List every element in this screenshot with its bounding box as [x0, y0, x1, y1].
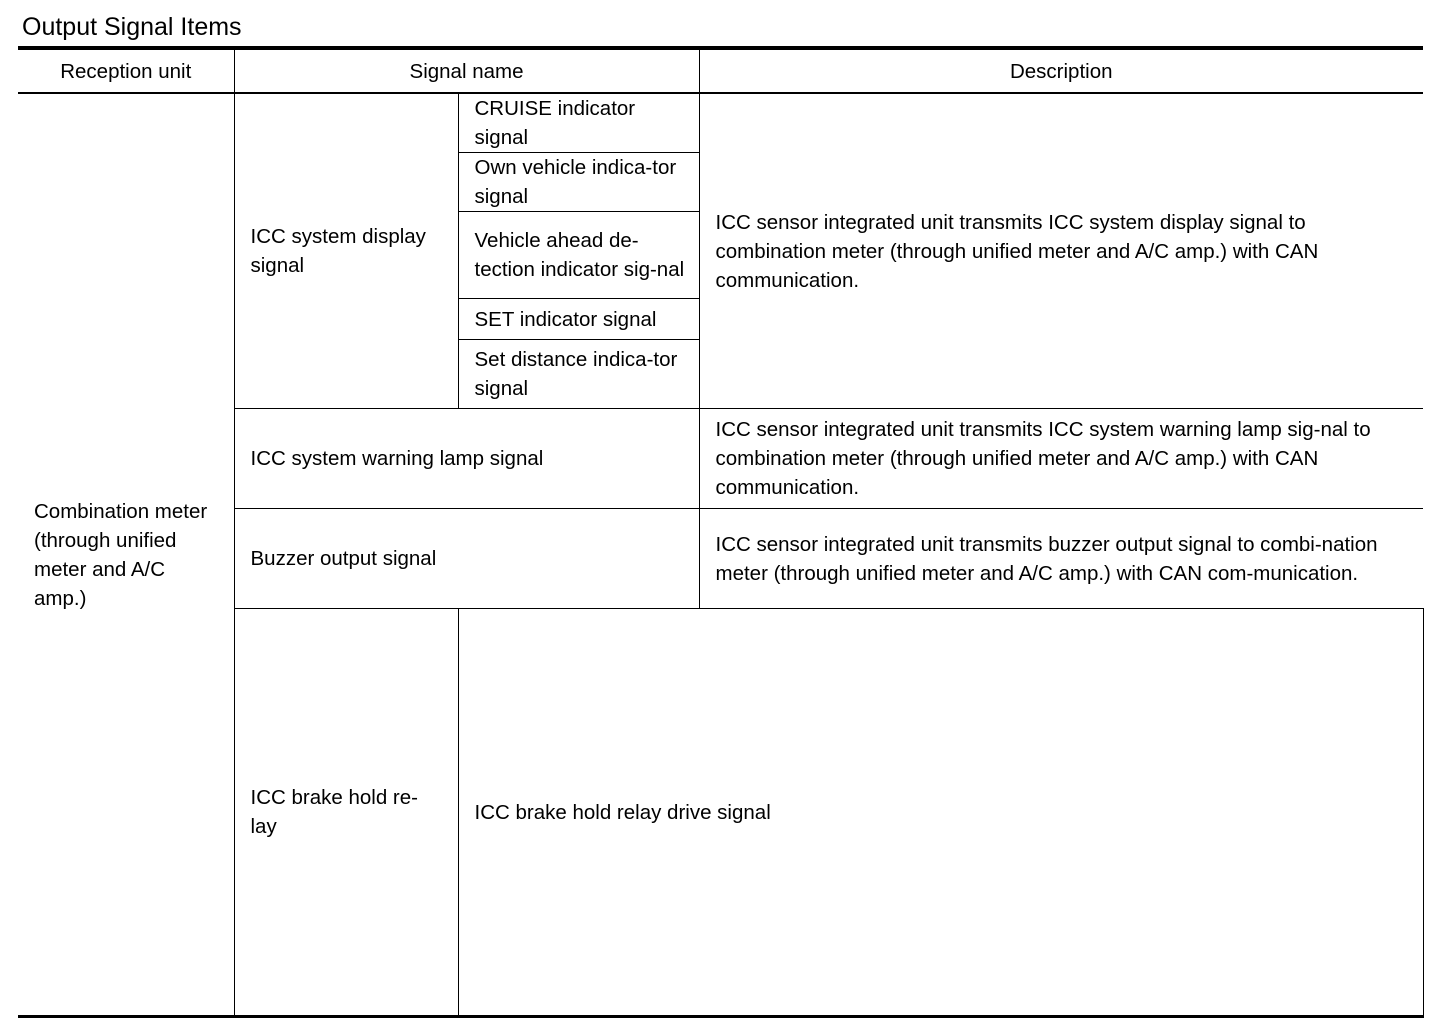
sub-signal-cruise-indicator: CRUISE indicator signal [458, 93, 699, 153]
sub-signal-set-indicator: SET indicator signal [458, 299, 699, 340]
description-buzzer-output: ICC sensor integrated unit transmits buzzer output signal to combi-nation meter (through unified meter and A/C amp.) with CAN com-munication. [699, 509, 1423, 609]
description-icc-system-warning-lamp: ICC sensor integrated unit transmits ICC system warning lamp sig-nal to combination meter (through unified meter and A/C amp.) with CAN communication. [699, 409, 1423, 509]
sub-signal-set-distance-indicator: Set distance indica-tor signal [458, 340, 699, 409]
signal-icc-brake-hold-relay-drive: ICC brake hold relay drive signal [458, 609, 1423, 1017]
table-header-row [18, 48, 1423, 93]
reception-unit-combination-meter: Combination meter (through unified meter and A/C amp.) [18, 93, 234, 1017]
signal-icc-system-display: ICC system display signal [234, 93, 458, 409]
reception-unit-icc-brake-hold-relay: ICC brake hold re-lay [234, 609, 458, 1017]
output-signal-table [18, 46, 1423, 1018]
description-icc-system-display: ICC sensor integrated unit transmits ICC system display signal to combination meter (through unified meter and A/C amp.) with CAN communication. [699, 93, 1423, 409]
sub-signal-own-vehicle-indicator: Own vehicle indica-tor signal [458, 153, 699, 212]
sub-signal-vehicle-ahead-detection: Vehicle ahead de-tection indicator sig-nal [458, 212, 699, 299]
header-signal-name: Signal name [234, 48, 699, 93]
header-reception-unit: Reception unit [18, 48, 234, 93]
signal-buzzer-output: Buzzer output signal [234, 509, 699, 609]
page-title: Output Signal Items [22, 13, 242, 41]
signal-icc-system-warning-lamp: ICC system warning lamp signal [234, 409, 699, 509]
table-row [18, 93, 1423, 153]
header-description: Description [699, 48, 1423, 93]
